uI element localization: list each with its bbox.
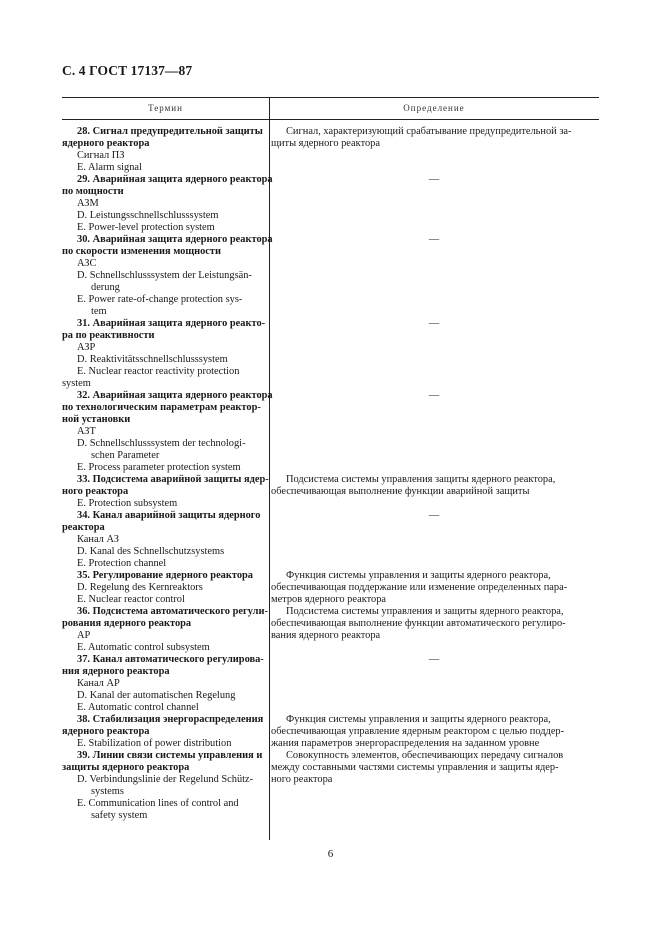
- definition-29-dash: —: [428, 174, 440, 185]
- definition-31-dash: —: [428, 318, 440, 329]
- term-32-abbr: АЗТ: [77, 426, 96, 437]
- definition-35-line2: обеспечивающая поддержание или изменение определенных пара-: [271, 582, 568, 593]
- term-37-title-cont: ния ядерного реактора: [62, 666, 170, 677]
- definition-39-line1: Совокупность элементов, обеспечивающих передачу сигналов: [286, 750, 564, 761]
- term-33-title: 33. Подсистема аварийной защиты ядер-: [77, 474, 269, 485]
- term-37-title: 37. Канал автоматического регулирова-: [77, 654, 264, 665]
- definition-33-line2: обеспечивающая выполнение функции аварийной защиты: [271, 486, 530, 497]
- term-36-title-cont: рования ядерного реактора: [62, 618, 192, 629]
- term-34-en: E. Protection channel: [77, 558, 167, 569]
- term-31-title-cont: ра по реактивности: [62, 330, 155, 341]
- term-31-abbr: АЗР: [77, 342, 96, 353]
- term-30-title: 30. Аварийная защита ядерного реактора: [77, 234, 273, 245]
- term-28-abbr: Сигнал ПЗ: [77, 150, 125, 161]
- definition-35-line1: Функция системы управления и защиты ядерного реактора,: [286, 570, 551, 581]
- term-31-en: E. Nuclear reactor reactivity protection: [77, 366, 240, 377]
- term-36-en: E. Automatic control subsystem: [77, 642, 210, 653]
- term-29-de: D. Leistungsschnellschlusssystem: [77, 210, 219, 221]
- term-29-en: E. Power-level protection system: [77, 222, 215, 233]
- term-33-en: E. Protection subsystem: [77, 498, 178, 509]
- term-30-en: E. Power rate-of-change protection sys-: [77, 294, 243, 305]
- term-37-de: D. Kanal der automatischen Regelung: [77, 690, 236, 701]
- term-31-de: D. Reaktivitätsschnellschlusssystem: [77, 354, 228, 365]
- term-39-title: 39. Линии связи системы управления и: [77, 750, 263, 761]
- term-33-title-cont: ного реактора: [62, 486, 129, 497]
- term-37-abbr: Канал АР: [77, 678, 120, 689]
- term-28-title-cont: ядерного реактора: [62, 138, 150, 149]
- definition-33-line1: Подсистема системы управления защиты ядерного реактора,: [286, 474, 556, 485]
- term-34-title-cont: реактора: [62, 522, 105, 533]
- definition-37-dash: —: [428, 654, 440, 665]
- definition-36-line2: обеспечивающая выполнение функции автоматического регулиро-: [271, 618, 566, 629]
- term-30-abbr: АЗС: [77, 258, 97, 269]
- definition-38-line1: Функция системы управления и защиты ядерного реактора,: [286, 714, 551, 725]
- terms-table: [62, 97, 599, 840]
- definition-38-line2: обеспечивающая управление ядерным реактором с целью поддер-: [271, 726, 565, 737]
- definition-39-line3: ного реактора: [271, 774, 333, 785]
- column-header-term: Термин: [62, 98, 269, 120]
- term-28-en: E. Alarm signal: [77, 162, 142, 173]
- term-29-title-cont: по мощности: [62, 186, 124, 197]
- term-38-title: 38. Стабилизация энергораспределения: [77, 714, 264, 725]
- term-37-en: E. Automatic control channel: [77, 702, 199, 713]
- term-39-title-cont: защиты ядерного реактора: [62, 762, 190, 773]
- term-31-en-cont: system: [62, 378, 91, 389]
- definition-39-line2: между составными частями системы управления и защиты ядер-: [271, 762, 559, 773]
- term-32-de-cont: schen Parameter: [91, 450, 160, 461]
- term-38-en: E. Stabilization of power distribution: [77, 738, 232, 749]
- term-32-en: E. Process parameter protection system: [77, 462, 241, 473]
- term-30-title-cont: по скорости изменения мощности: [62, 246, 221, 257]
- page-number: 6: [327, 848, 334, 860]
- term-39-en: E. Communication lines of control and: [77, 798, 239, 809]
- term-34-title: 34. Канал аварийной защиты ядерного: [77, 510, 261, 521]
- term-36-abbr: АР: [77, 630, 91, 641]
- term-29-abbr: АЗМ: [77, 198, 99, 209]
- term-28-title: 28. Сигнал предупредительной защиты: [77, 126, 263, 137]
- term-32-de: D. Schnellschlusssystem der technologi-: [77, 438, 246, 449]
- definition-34-dash: —: [428, 510, 440, 521]
- definition-28-line1: Сигнал, характеризующий срабатывание предупредительной за-: [286, 126, 572, 137]
- term-30-de: D. Schnellschlusssystem der Leistungsän-: [77, 270, 252, 281]
- term-39-de: D. Verbindungslinie der Regelund Schütz-: [77, 774, 254, 785]
- term-29-title: 29. Аварийная защита ядерного реактора: [77, 174, 273, 185]
- definition-28-line2: щиты ядерного реактора: [271, 138, 380, 149]
- term-30-de-cont: derung: [91, 282, 120, 293]
- term-38-title-cont: ядерного реактора: [62, 726, 150, 737]
- definition-32-dash: —: [428, 390, 440, 401]
- term-34-abbr: Канал АЗ: [77, 534, 119, 545]
- term-32-title: 32. Аварийная защита ядерного реактора: [77, 390, 273, 401]
- term-39-en-cont: safety system: [91, 810, 148, 821]
- term-36-title: 36. Подсистема автоматического регули-: [77, 606, 268, 617]
- term-32-title-cont2: ной установки: [62, 414, 131, 425]
- term-34-de: D. Kanal des Schnellschutzsystems: [77, 546, 225, 557]
- term-39-de-cont: systems: [91, 786, 124, 797]
- term-35-de: D. Regelung des Kernreaktors: [77, 582, 203, 593]
- term-35-title: 35. Регулирование ядерного реактора: [77, 570, 253, 581]
- definition-36-line1: Подсистема системы управления и защиты ядерного реактора,: [286, 606, 564, 617]
- term-31-title: 31. Аварийная защита ядерного реакто-: [77, 318, 266, 329]
- definition-36-line3: вания ядерного реактора: [271, 630, 381, 641]
- term-30-en-cont: tem: [91, 306, 107, 317]
- definition-38-line3: жания параметров энергораспределения на заданном уровне: [271, 738, 540, 749]
- page-header: С. 4 ГОСТ 17137—87: [62, 63, 193, 78]
- column-header-definition: Определение: [269, 98, 599, 120]
- term-35-en: E. Nuclear reactor control: [77, 594, 185, 605]
- definition-30-dash: —: [428, 234, 440, 245]
- term-32-title-cont1: по технологическим параметрам реактор-: [62, 402, 261, 413]
- definition-35-line3: метров ядерного реактора: [271, 594, 387, 605]
